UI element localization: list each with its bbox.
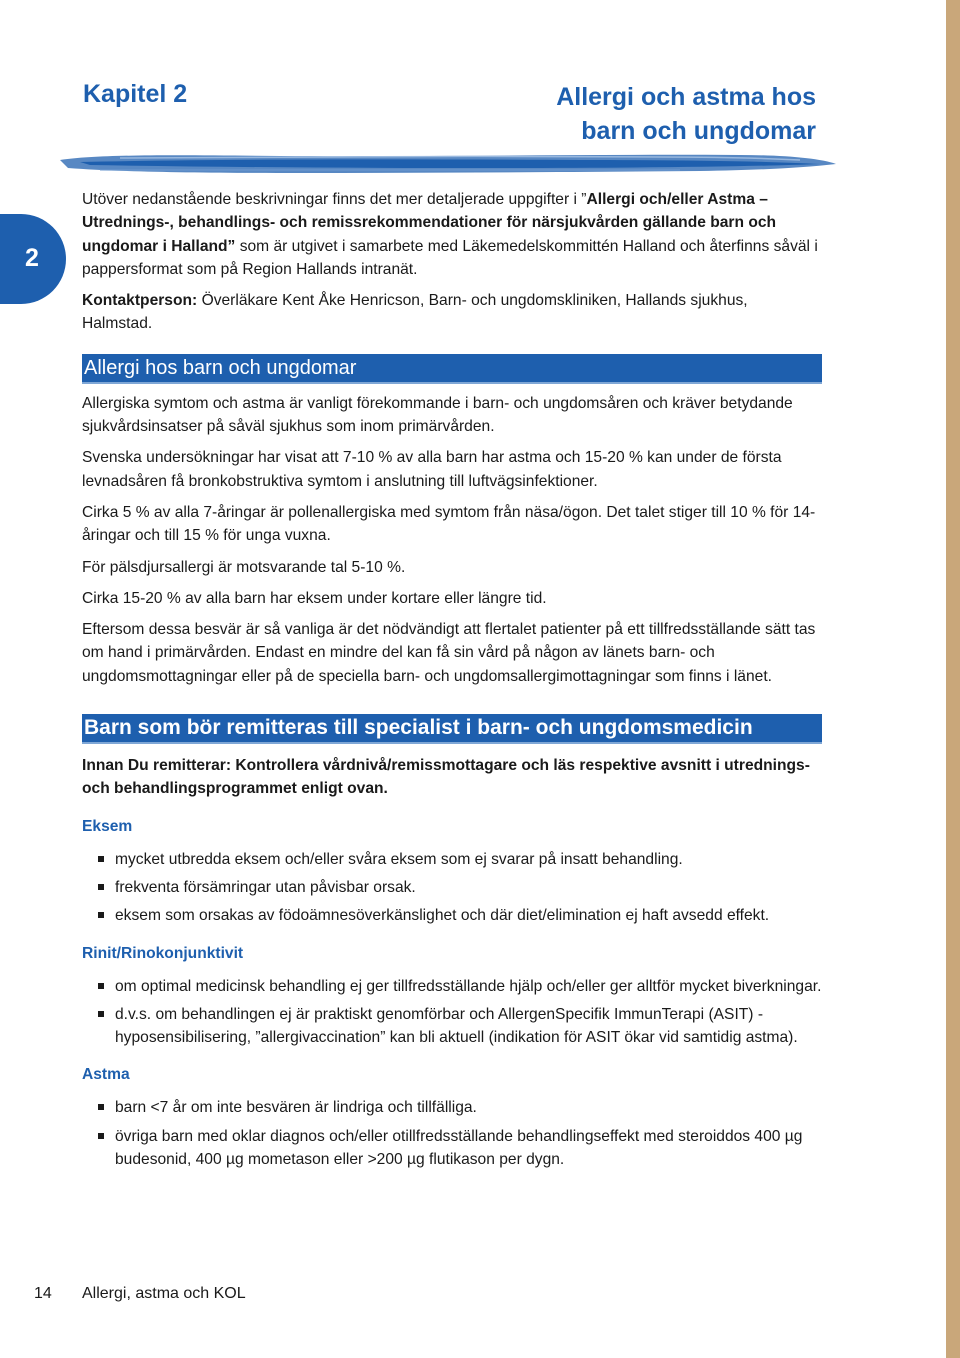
subhead-rinit: Rinit/Rinokonjunktivit [82,944,244,962]
contact-label: Kontaktperson: [82,292,198,310]
bullet-icon [98,912,104,918]
section1-paragraph: Allergiska symtom och astma är vanligt förekommande i barn- och ungdomsåren och kräver betydande sjukvårdsinsatser på såväl sjukhus som inom primärvården. [82,394,793,436]
intro-text-pre: Utöver nedanstående beskrivningar finns det mer detaljerade uppgifter i ” [82,191,587,208]
contact-text: Överläkare Kent Åke Henricson, Barn- och ungdomskliniken, Hallands sjukhus, Halmstad. [82,292,748,333]
list-item-text: mycket utbredda eksem och/eller svåra eksem som ej svarar på insatt behandling. [115,850,683,868]
intro-paragraph [82,188,822,281]
list-item [82,1003,822,1050]
subhead-eksem: Eksem [82,817,133,835]
bullet-icon [98,856,104,862]
list-item [82,876,822,899]
section1-paragraph: För pälsdjursallergi är motsvarande tal 5-10 %. [82,558,406,576]
list-item [82,1096,822,1119]
list-item-text: frekventa försämringar utan påvisbar orsak. [115,878,416,896]
intro-guideline-title: Allergi och/eller Astma – Utrednings-, behandlings- och remissrekommendationer för närsjukvården gällande barn och ungdomar i Halland” [82,191,777,255]
bullet-icon [98,1011,104,1017]
subhead-astma: Astma [82,1066,130,1084]
remiss-intro: Innan Du remitterar: Kontrollera vårdnivå/remissmottagare och läs respektive avsnitt i utrednings- och behandlingsprogrammet enligt ovan. [82,757,810,798]
chapter-title-line1: Allergi och astma hos [556,83,816,111]
page-number: 14 [34,1285,52,1302]
list-item [82,904,822,927]
bullet-icon [98,983,104,989]
section1-paragraph: Eftersom dessa besvär är så vanliga är det nödvändigt att flertalet patienter på ett tillfredsställande sätt tas om hand i primärvården. Endast en mindre del kan få sin vård på någon av länets barn- och ungdomsmottagningar eller på de speciella barn- och ungdomsallergimottagningar som finns i länet. [82,621,816,685]
bullet-icon [98,1133,104,1139]
footer-book-title: Allergi, astma och KOL [82,1285,246,1302]
list-eksem [82,848,822,928]
contact-paragraph [82,289,822,336]
bullet-icon [98,884,104,890]
list-item-text: övriga barn med oklar diagnos och/eller otillfredsställande behandlingseffekt med steroiddos 400 µg budesonid, 400 µg mometason eller >200 µg flutikason per dygn. [115,1127,803,1169]
list-item-text: eksem som orsakas av födoämnesöverkänslighet och där diet/elimination ej haft avsedd effekt. [115,907,770,925]
list-item-text: om optimal medicinsk behandling ej ger tillfredsställande hjälp och/eller ger alltför mycket biverkningar. [115,977,822,995]
list-rinit [82,975,822,1050]
chapter-title-line2: barn och ungdomar [581,117,816,145]
list-item [82,1125,822,1172]
chapter-label: Kapitel 2 [83,80,188,108]
list-item-text: d.v.s. om behandlingen ej är praktiskt genomförbar och AllergenSpecifik ImmunTerapi (ASIT) - hyposensibilisering, ”allergivaccination” kan bli aktuell (indikation för ASIT ökar vid samtidig astma). [115,1005,798,1047]
chapter-title [416,80,816,148]
section1-paragraph: Cirka 15-20 % av alla barn har eksem under kortare eller längre tid. [82,589,547,607]
list-item [82,975,822,998]
bullet-icon [98,1104,104,1110]
intro-text-post: som är utgivet i samarbete med Läkemedelskommittén Halland och återfinns såväl i pappersformat som på Region Hallands intranät. [82,237,818,278]
list-item [82,848,822,871]
section-heading-allergi: Allergi hos barn och ungdomar [82,354,822,384]
section-heading-remiss: Barn som bör remitteras till specialist i barn- och ungdomsmedicin [82,714,822,744]
list-astma [82,1096,822,1171]
section1-paragraph: Cirka 5 % av alla 7-åringar är pollenallergiska med symtom från näsa/ögon. Det talet stiger till 10 % för 14-åringar och till 15 % för unga vuxna. [82,503,816,545]
main-content [82,188,822,1176]
page-edge-strip [946,0,960,1358]
list-item-text: barn <7 år om inte besvären är lindriga och tillfälliga. [115,1099,477,1117]
section1-paragraph: Svenska undersökningar har visat att 7-10 % av alla barn har astma och 15-20 % kan under de första levnadsåren få bronkobstruktiva symtom i anslutning till luftvägsinfektioner. [82,449,782,490]
chapter-tab-number: 2 [25,244,39,272]
brushstroke-divider [60,146,836,180]
